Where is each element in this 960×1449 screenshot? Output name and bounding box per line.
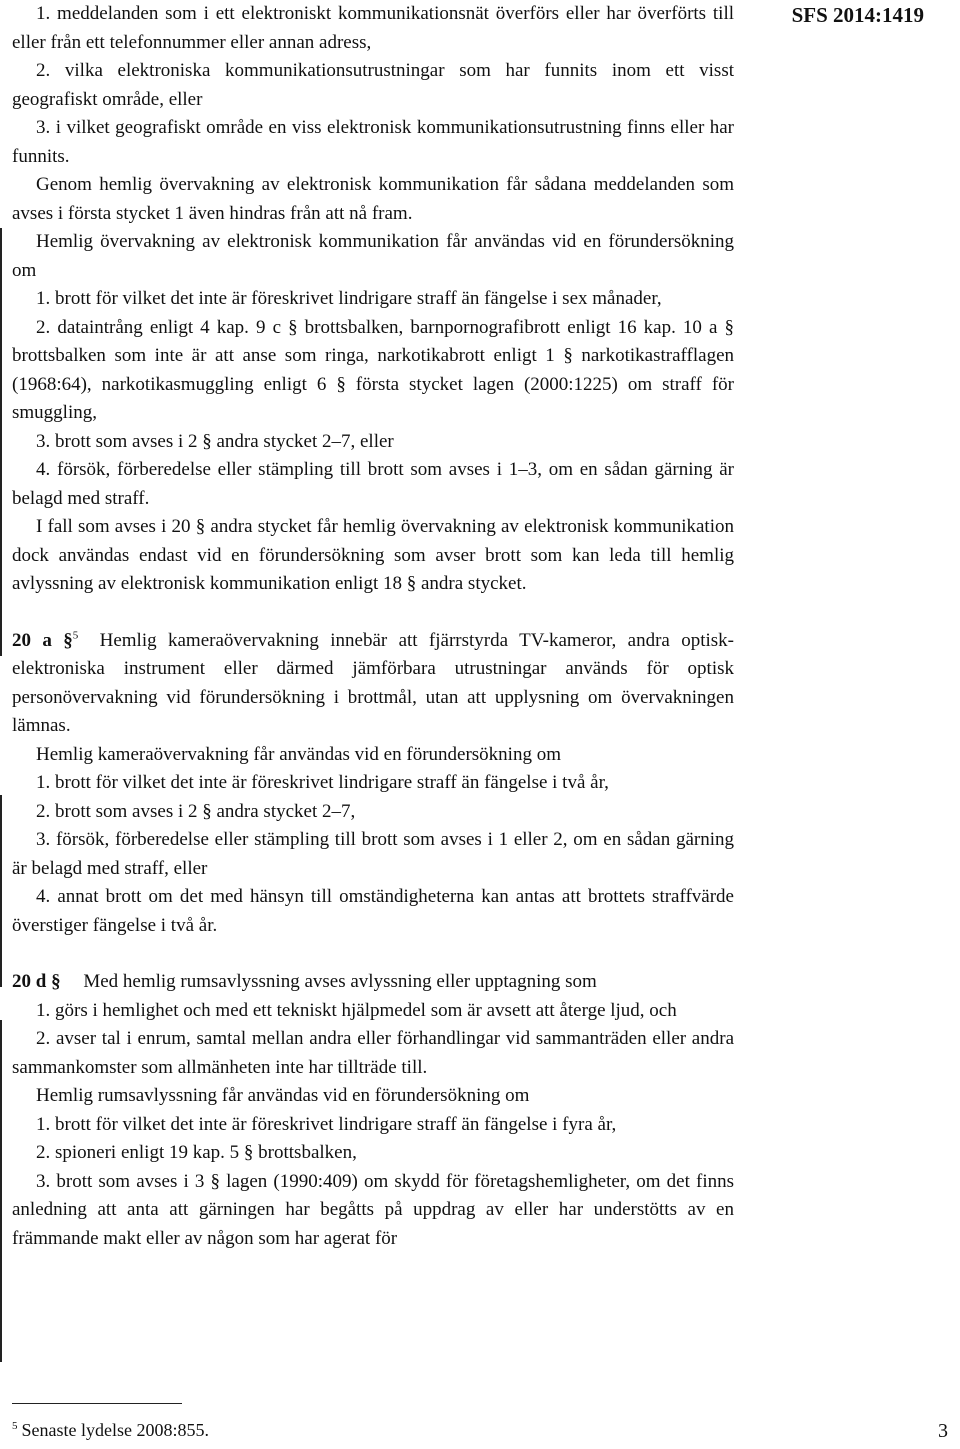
paragraph: Hemlig övervakning av elektronisk kommunikation får användas vid en förundersökning om xyxy=(12,231,734,281)
footnote xyxy=(12,1418,209,1442)
paragraph: Hemlig kameraövervakning får användas vid en förundersökning om xyxy=(36,743,561,765)
paragraph: 3. försök, förberedelse eller stämpling till brott som avses i 1 eller 2, om en sådan gärning är belagd med straff, eller xyxy=(12,829,734,879)
paragraph: 4. annat brott om det med hänsyn till omständigheterna kan antas att brottets straffvärde överstiger fängelse i två år. xyxy=(12,886,734,936)
section-20d-lead-paragraph xyxy=(12,968,734,997)
section-label: 20 a § xyxy=(12,629,73,651)
change-bar xyxy=(0,228,2,656)
paragraph: 3. brott som avses i 3 § lagen (1990:409) om skydd för företagshemligheter, om det finns anledning att anta att gärningen har begåtts på uppdrag av eller har understötts av en främmande makt eller av någon som har agerat för xyxy=(12,1170,734,1249)
footnote-number: 5 xyxy=(12,1420,18,1432)
paragraph: 1. meddelanden som i ett elektroniskt kommunikationsnät överförs eller har överförts till eller från ett telefonnummer eller annan adress, xyxy=(12,3,734,53)
sfs-number: SFS 2014:1419 xyxy=(791,3,924,27)
paragraph: 1. brott för vilket det inte är föreskrivet lindrigare straff än fängelse i två år, xyxy=(36,772,609,793)
paragraph: 3. i vilket geografiskt område en viss elektronisk kommunikationsutrustning finns eller har funnits. xyxy=(12,117,734,167)
section-20a-lead-paragraph xyxy=(12,627,734,741)
footnote-divider xyxy=(12,1403,182,1404)
paragraph: 1. görs i hemlighet och med ett tekniskt hjälpmedel som är avsett att återge ljud, och xyxy=(36,999,677,1021)
paragraph: 3. brott som avses i 2 § andra stycket 2–7, eller xyxy=(36,430,394,452)
footnote-reference: 5 xyxy=(72,629,79,642)
document-body xyxy=(12,0,734,1253)
paragraph: 2. avser tal i enrum, samtal mellan andra eller förhandlingar vid sammanträden eller andra sammankomster som allmänheten inte har tillträde till. xyxy=(12,1028,734,1078)
paragraph: 2. spioneri enligt 19 kap. 5 § brottsbalken, xyxy=(36,1142,357,1163)
paragraph: 2. brott som avses i 2 § andra stycket 2–7, xyxy=(36,800,356,822)
paragraph: I fall som avses i 20 § andra stycket får hemlig övervakning av elektronisk kommunikation dock användas endast vid en förundersökning som avser brott som kan leda till hemlig avlyssning av elektronisk kommunikation enligt 18 § andra stycket. xyxy=(12,516,734,594)
paragraph: 1. brott för vilket det inte är föreskrivet lindrigare straff än fängelse i sex månader, xyxy=(36,288,662,309)
change-bar xyxy=(0,795,2,987)
section-20d-lead: Med hemlig rumsavlyssning avses avlyssning eller upptagning som xyxy=(83,971,597,992)
paragraph: Genom hemlig övervakning av elektronisk kommunikation får sådana meddelanden som avses i första stycket 1 även hindras från att nå fram. xyxy=(12,174,734,224)
page-number: 3 xyxy=(938,1420,948,1442)
change-bar xyxy=(0,1020,2,1362)
paragraph: 2. dataintrång enligt 4 kap. 9 c § brottsbalken, barnpornografibrott enligt 16 kap. 10 a § brottsbalken som inte är att anse som ringa, narkotikabrott enligt 1 § narkotikastrafflagen (1968:64), narkotikasmuggling enligt 6 § första stycket lagen (2000:1225) om straff för smuggling, xyxy=(12,316,734,423)
paragraph: 4. försök, förberedelse eller stämpling till brott som avses i 1–3, om en sådan gärning är belagd med straff. xyxy=(12,459,734,509)
footnote-text: Senaste lydelse 2008:855. xyxy=(21,1420,209,1440)
paragraph: 2. vilka elektroniska kommunikationsutrustningar som har funnits inom ett visst geografiskt område, eller xyxy=(12,60,734,110)
section-label: 20 d § xyxy=(12,971,61,992)
paragraph: 1. brott för vilket det inte är föreskrivet lindrigare straff än fängelse i fyra år, xyxy=(36,1113,617,1135)
section-20a-lead: Hemlig kameraövervakning innebär att fjärrstyrda TV-kameror, andra optisk-elektroniska instrument eller därmed jämförbara utrustningar används för optisk personövervakning vid förundersökning i brottmål, utan att upplysning om övervakningen lämnas. xyxy=(12,629,735,736)
paragraph: Hemlig rumsavlyssning får användas vid en förundersökning om xyxy=(36,1085,530,1106)
